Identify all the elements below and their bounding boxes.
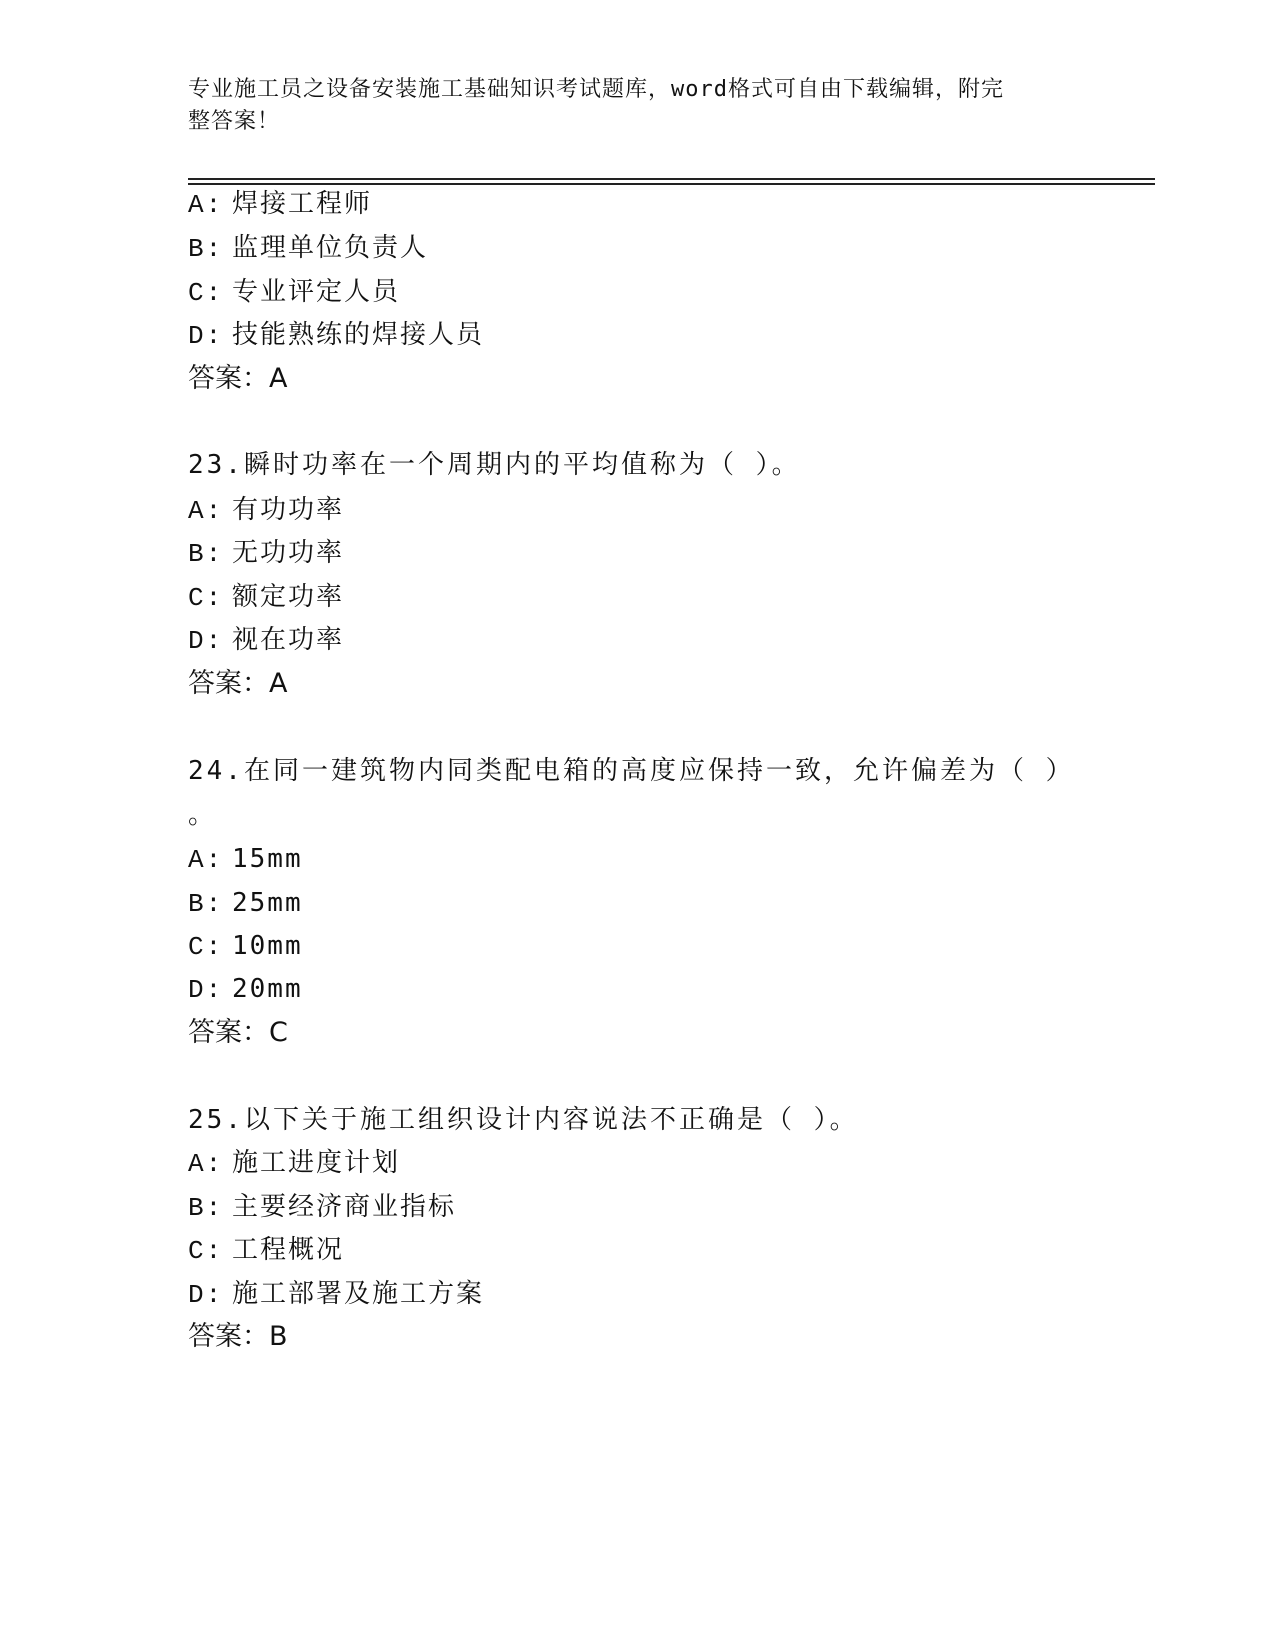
option-text: 10mm [232, 931, 303, 961]
option-key: B: [188, 539, 224, 569]
q25-option-a [188, 1146, 400, 1181]
option-key: D: [188, 1280, 224, 1310]
q24-stem-continuation: 。 [188, 800, 218, 830]
option-text: 20mm [232, 974, 303, 1004]
q24-option-a [188, 842, 303, 877]
option-text: 工程概况 [232, 1235, 345, 1265]
q23-stem: 23.瞬时功率在一个周期内的平均值称为（ ）。 [188, 450, 801, 480]
q25-option-b [188, 1190, 456, 1225]
q23-option-a [188, 493, 344, 528]
option-key: C: [188, 583, 224, 613]
header-line-1: 专业施工员之设备安装施工基础知识考试题库，word格式可自由下载编辑，附完 [188, 77, 1004, 102]
q22-option-d [188, 318, 484, 353]
option-key: C: [188, 932, 224, 962]
document-header [188, 74, 1068, 138]
option-key: A: [188, 496, 224, 526]
option-key: B: [188, 234, 224, 264]
q23-answer: 答案：A [188, 668, 288, 699]
option-text: 无功功率 [232, 538, 345, 568]
q24-option-d [188, 972, 303, 1007]
option-text: 额定功率 [232, 582, 345, 612]
option-key: A: [188, 190, 224, 220]
q25-option-c [188, 1233, 344, 1268]
option-text: 15mm [232, 844, 303, 874]
q25-answer: 答案：B [188, 1321, 288, 1352]
q24-answer: 答案：C [188, 1017, 288, 1048]
option-text: 主要经济商业指标 [232, 1192, 457, 1222]
q25-stem: 25.以下关于施工组织设计内容说法不正确是（ ）。 [188, 1105, 859, 1135]
q25-option-d [188, 1277, 484, 1312]
header-divider-top [188, 178, 1155, 180]
option-key: B: [188, 1193, 224, 1223]
option-text: 施工进度计划 [232, 1148, 401, 1178]
q22-answer: 答案：A [188, 363, 288, 394]
option-text: 焊接工程师 [232, 189, 373, 219]
q24-option-c [188, 929, 303, 964]
q22-option-b [188, 231, 428, 266]
option-key: C: [188, 1236, 224, 1266]
option-text: 有功功率 [232, 495, 345, 525]
option-text: 视在功率 [232, 625, 345, 655]
option-text: 25mm [232, 888, 303, 918]
option-text: 监理单位负责人 [232, 233, 429, 263]
header-divider-bottom [188, 183, 1155, 185]
option-key: B: [188, 889, 224, 919]
q23-option-b [188, 536, 344, 571]
option-key: D: [188, 626, 224, 656]
option-key: D: [188, 321, 224, 351]
q22-option-c [188, 275, 400, 310]
option-key: D: [188, 975, 224, 1005]
option-text: 施工部署及施工方案 [232, 1279, 485, 1309]
option-key: A: [188, 845, 224, 875]
option-key: A: [188, 1149, 224, 1179]
q24-stem: 24.在同一建筑物内同类配电箱的高度应保持一致，允许偏差为（ ） [188, 756, 1075, 786]
header-line-2: 整答案！ [188, 109, 281, 134]
q23-option-c [188, 580, 344, 615]
option-key: C: [188, 278, 224, 308]
option-text: 技能熟练的焊接人员 [232, 320, 485, 350]
q22-option-a [188, 187, 372, 222]
q23-option-d [188, 623, 344, 658]
q24-option-b [188, 886, 303, 921]
option-text: 专业评定人员 [232, 277, 401, 307]
